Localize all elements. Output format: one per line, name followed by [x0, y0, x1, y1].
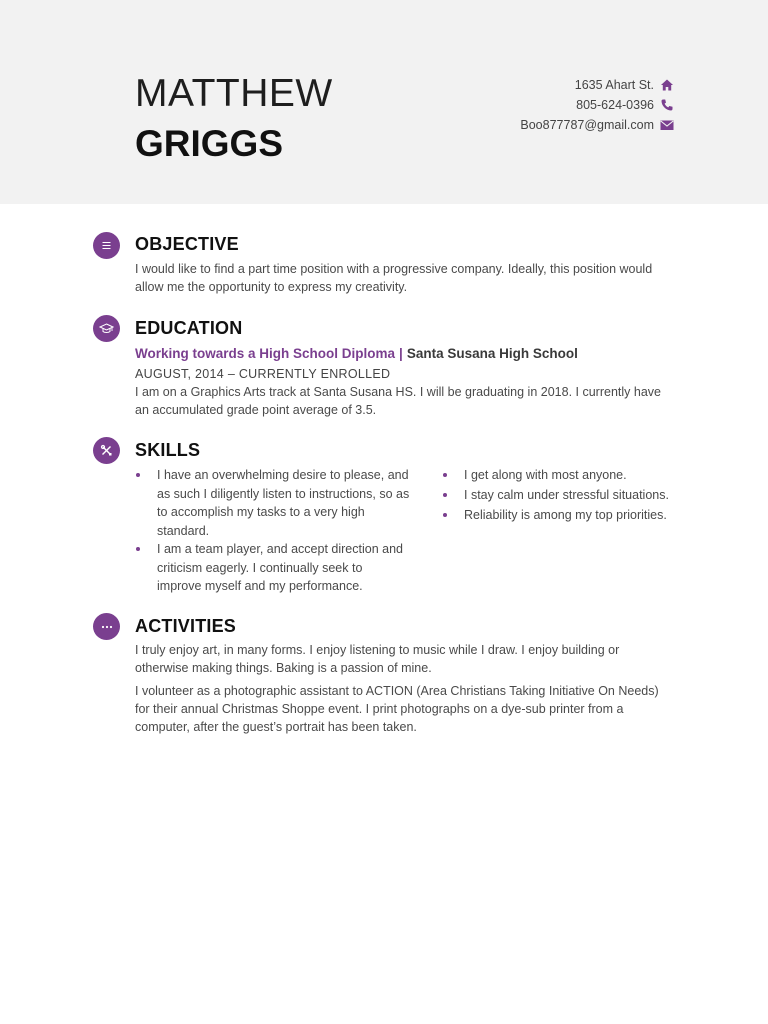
more-icon: [93, 613, 120, 640]
email-icon: [660, 118, 674, 132]
list-item: I stay calm under stressful situations.: [442, 486, 682, 505]
contact-info: [520, 75, 674, 135]
address-text: 1635 Ahart St.: [574, 78, 654, 92]
email-text: Boo877787@gmail.com: [520, 118, 654, 132]
home-icon: [660, 78, 674, 92]
degree-separator: |: [399, 346, 403, 361]
list-item: I have an overwhelming desire to please, and as such I diligently listen to instructions, so as to accomplish my tasks to a very high standard.: [135, 466, 410, 540]
education-title: EDUCATION: [135, 318, 243, 338]
tools-icon: [93, 437, 120, 464]
contact-phone: [520, 95, 674, 115]
first-name: MATTHEW: [135, 72, 333, 115]
activities-paragraph-1: I truly enjoy art, in many forms. I enjoy listening to music while I draw. I enjoy building or otherwise making things. Baking is a passion of mine.: [135, 643, 620, 675]
education-text: I am on a Graphics Arts track at Santa Susana HS. I will be graduating in 2018. I currently have an accumulated grade point average of 3.5.: [135, 385, 661, 417]
skills-list-left: [135, 466, 410, 596]
phone-text: 805-624-0396: [576, 98, 654, 112]
activities-paragraph-2: I volunteer as a photographic assistant to ACTION (Area Christians Taking Initiative On Needs) for their annual Christmas Shoppe event. I print photographs on a dye-sub printer from a computer, after the guest’s portrait has been taken.: [135, 684, 659, 734]
school-name: Santa Susana High School: [406, 346, 578, 361]
education-degree-line: [135, 346, 578, 361]
skills-title: SKILLS: [135, 440, 201, 460]
resume-header: [0, 0, 768, 204]
contact-email: [520, 115, 674, 135]
contact-address: [520, 75, 674, 95]
list-item: I am a team player, and accept direction and criticism eagerly. I continually seek to improve myself and my performance.: [135, 540, 410, 596]
activities-title: ACTIVITIES: [135, 616, 237, 636]
last-name: GRIGGS: [135, 123, 284, 164]
graduation-cap-icon: [93, 315, 120, 342]
phone-icon: [660, 98, 674, 112]
list-item: Reliability is among my top priorities.: [442, 506, 682, 525]
skills-list-right: [442, 466, 682, 526]
education-date: AUGUST, 2014 – CURRENTLY ENROLLED: [135, 367, 391, 381]
list-item: I get along with most anyone.: [442, 466, 682, 485]
degree-name: Working towards a High School Diploma: [135, 346, 396, 361]
objective-text: I would like to find a part time position with a progressive company. Ideally, this position would allow me the opportunity to express my creativity.: [135, 262, 653, 294]
objective-title: OBJECTIVE: [135, 234, 239, 254]
list-icon: [93, 232, 120, 259]
